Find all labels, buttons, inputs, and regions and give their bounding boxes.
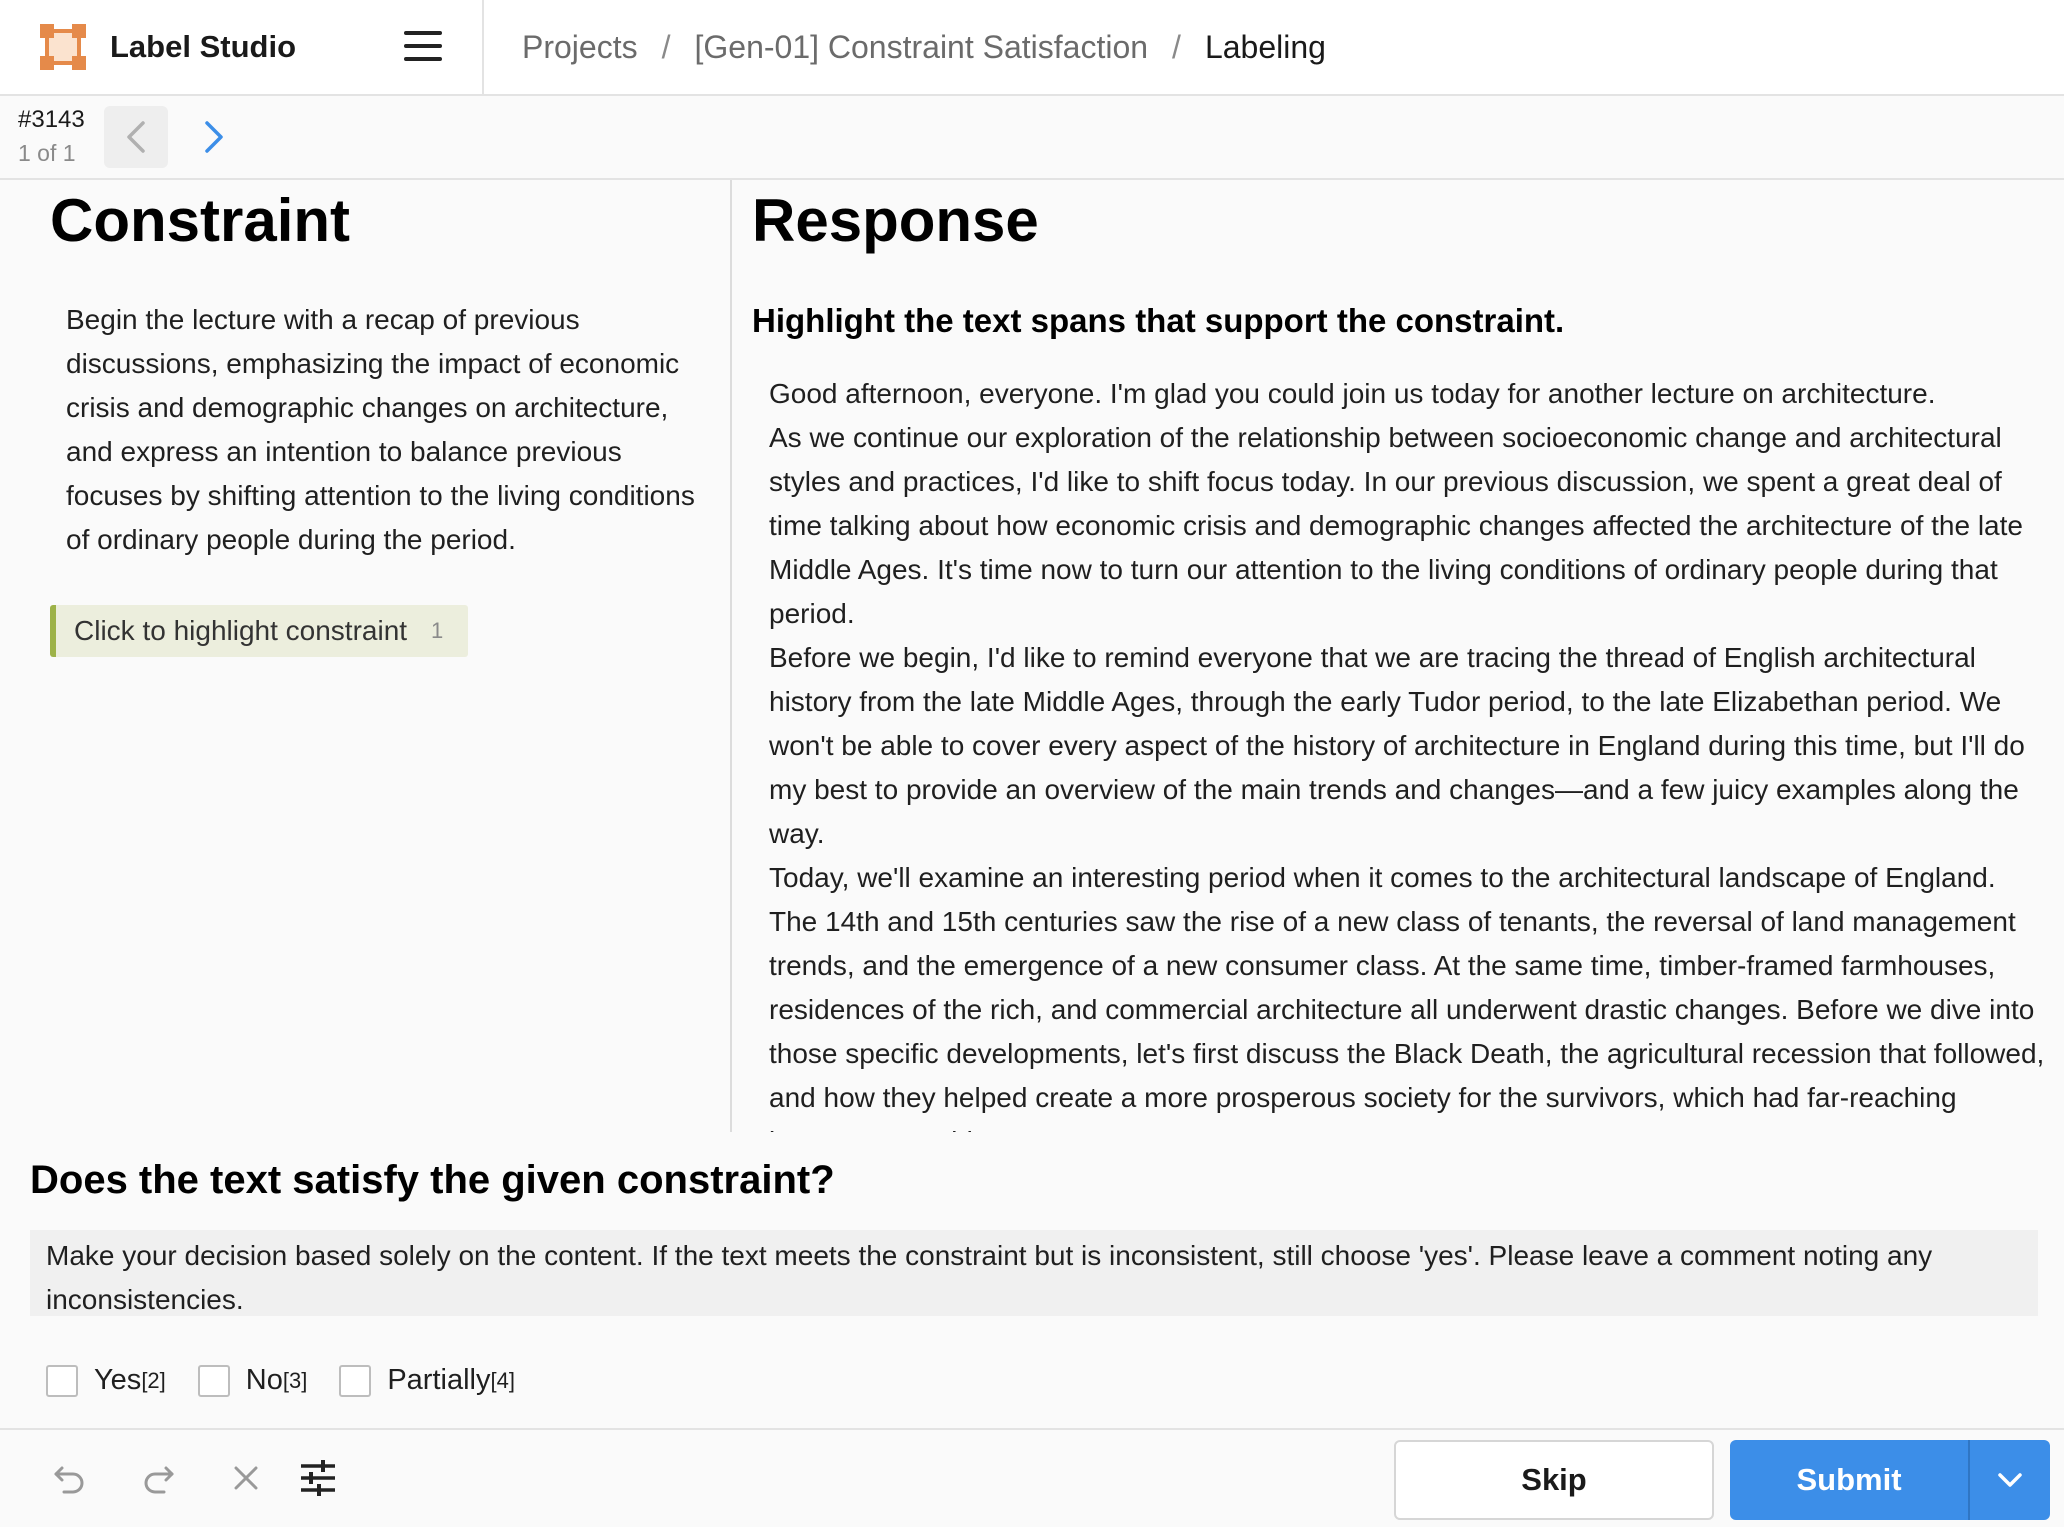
submit-button[interactable]: Submit [1796, 1462, 1902, 1497]
labeling-area [0, 180, 2064, 1132]
response-pane [734, 180, 2064, 1132]
breadcrumb-separator: / [1172, 28, 1181, 65]
menu-hamburger-icon[interactable] [404, 31, 442, 61]
task-navigation [0, 96, 2064, 180]
question-section [0, 1132, 2064, 1430]
top-header [0, 0, 2064, 96]
response-paragraph[interactable]: Good afternoon, everyone. I'm glad you could join us today for another lecture on architecture. [769, 378, 1936, 409]
choice-label: Yes [94, 1364, 142, 1396]
task-id: #3143 [18, 106, 85, 133]
chevron-down-icon [1997, 1472, 2023, 1488]
checkbox-partially[interactable] [339, 1365, 371, 1397]
previous-task-button[interactable] [104, 106, 168, 168]
choice-group [46, 1364, 547, 1397]
choice-hotkey: [4] [490, 1367, 515, 1393]
question-title: Does the text satisfy the given constraint? [30, 1158, 835, 1202]
redo-icon [140, 1460, 176, 1496]
response-paragraph[interactable]: Today, we'll examine an interesting period when it comes to the architectural landscape of England. The 14th and 15th centuries saw the rise of a new class of tenants, the reversal of land management trends, and the emergence of a new consumer class. At the same time, timber-framed farmhouses, residences of the rich, and commercial architecture all underwent drastic changes. Before we dive into those specific developments, let's first discuss the Black Death, the agricultural recession that followed, and how they helped create a more prosperous society for the survivors, which had far-reaching [769, 862, 2045, 1113]
choice-hotkey: [2] [141, 1367, 166, 1393]
checkbox-no[interactable] [198, 1365, 230, 1397]
response-paragraph[interactable]: As we continue our exploration of the relationship between socioeconomic change and architectural styles and practices, I'd like to shift focus today. In our previous discussion, we spent a great deal of time talking about how economic crisis and demographic changes affected the architecture of the late Middle Ages. It's time now to turn our attention to the living conditions of ordinary people during that period. [769, 422, 2023, 629]
breadcrumb-project[interactable]: [Gen-01] Constraint Satisfaction [694, 28, 1149, 65]
next-task-button[interactable] [182, 106, 246, 168]
chevron-right-icon [203, 120, 225, 154]
response-instruction: Highlight the text spans that support the constraint. [752, 302, 1565, 339]
chevron-left-icon [125, 120, 147, 154]
app-name: Label Studio [110, 29, 296, 64]
label-studio-logo-icon[interactable] [40, 24, 86, 70]
breadcrumb [484, 29, 1326, 66]
choice-partially[interactable] [339, 1364, 515, 1397]
bottom-toolbar [0, 1430, 2064, 1527]
response-text[interactable] [769, 372, 2049, 1164]
constraint-text[interactable]: Begin the lecture with a recap of previous discussions, emphasizing the impact of economic crisis and demographic changes on architecture, and express an intention to balance previous focuses by shifting attention to the living conditions of ordinary people during the period. [66, 304, 695, 555]
submit-group [1730, 1440, 2050, 1520]
response-paragraph[interactable]: Before we begin, I'd like to remind everyone that we are tracing the thread of English architectural history from the late Middle Ages, through the early Tudor period, to the late Elizabethan period. We won't be able to cover every aspect of the history of architecture in England during this time, but I'll do my best to provide an overview of the main trends and changes—and a few juicy examples along the way. [769, 642, 2025, 849]
response-title: Response [752, 187, 1039, 254]
breadcrumb-separator: / [661, 28, 671, 65]
settings-sliders-icon [299, 1460, 337, 1496]
choice-hotkey: [3] [282, 1367, 308, 1393]
choice-yes[interactable] [46, 1364, 166, 1397]
choice-label: Partially [387, 1364, 491, 1396]
highlight-constraint-label[interactable] [50, 605, 468, 657]
choice-no[interactable] [198, 1364, 308, 1397]
brand [0, 0, 484, 95]
settings-button[interactable] [294, 1454, 342, 1502]
question-hint: Make your decision based solely on the content. If the text meets the constraint but is inconsistent, still choose 'yes'. Please leave a comment noting any inconsistencies. [30, 1230, 2038, 1316]
breadcrumb-projects[interactable]: Projects [522, 28, 638, 65]
redo-button[interactable] [134, 1454, 182, 1502]
task-count: 1 of 1 [18, 140, 76, 166]
reset-button[interactable] [222, 1454, 270, 1502]
constraint-title: Constraint [50, 187, 350, 254]
constraint-pane [0, 180, 732, 1132]
choice-label: No [245, 1364, 283, 1396]
checkbox-yes[interactable] [46, 1365, 78, 1397]
breadcrumb-labeling: Labeling [1204, 28, 1326, 65]
skip-button[interactable]: Skip [1394, 1440, 1714, 1520]
highlight-constraint-text: Click to highlight constraint [74, 615, 408, 646]
undo-icon [52, 1460, 88, 1496]
hotkey-badge: 1 [431, 618, 444, 643]
undo-button[interactable] [46, 1454, 94, 1502]
close-icon [231, 1463, 261, 1493]
submit-options-button[interactable] [1970, 1440, 2050, 1520]
